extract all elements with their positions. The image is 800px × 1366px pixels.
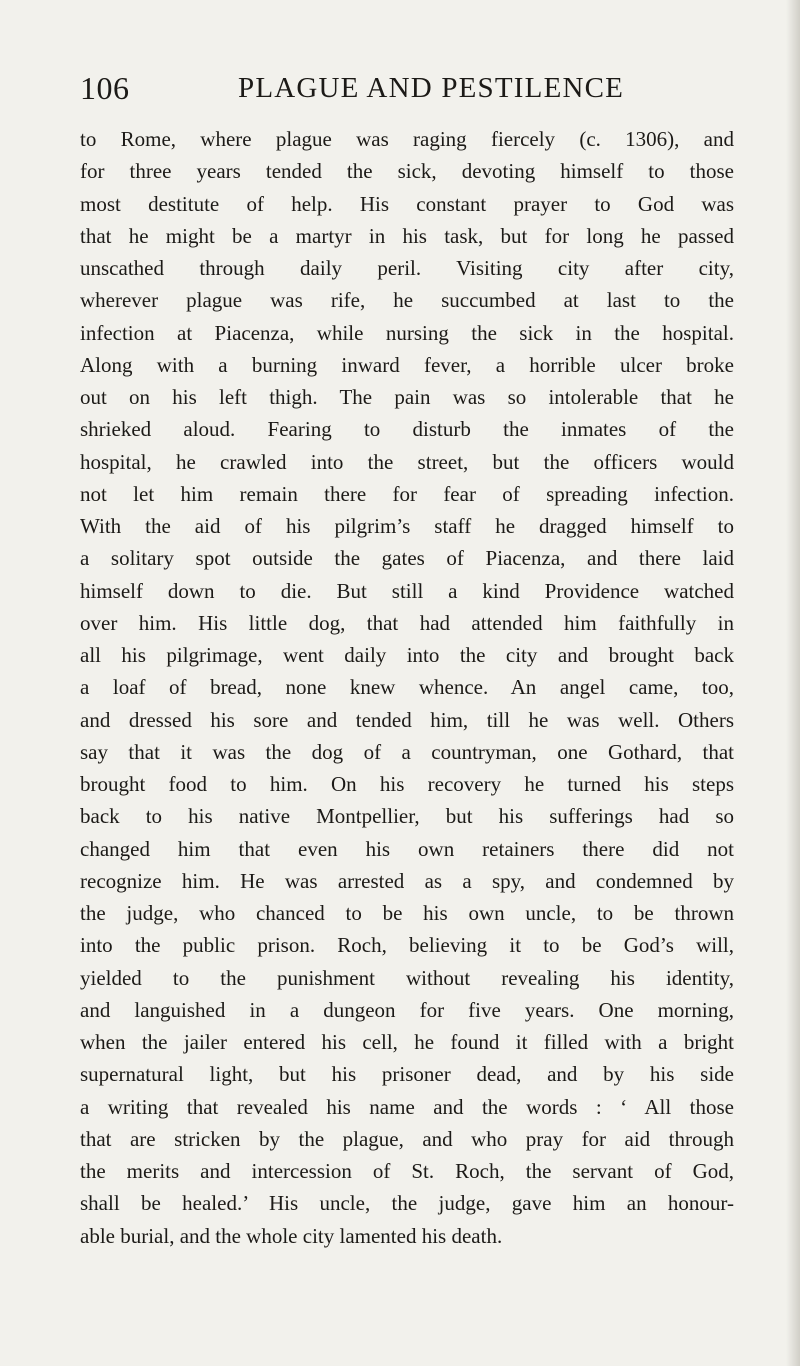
text-line: that are stricken by the plague, and who pray for aid through <box>80 1126 734 1151</box>
text-line: Along with a burning inward fever, a horrible ulcer broke <box>80 352 734 377</box>
text-line: recognize him. He was arrested as a spy, and condemned by <box>80 868 734 893</box>
text-line: most destitute of help. His constant prayer to God was <box>80 191 734 216</box>
text-line: hospital, he crawled into the street, but the officers would <box>80 449 734 474</box>
page-number: 106 <box>80 70 130 106</box>
running-title: PLAGUE AND PESTILENCE <box>238 72 625 104</box>
text-line: the merits and intercession of St. Roch, the servant of God, <box>80 1159 734 1183</box>
text-line: changed him that even his own retainers there did not <box>80 836 734 861</box>
text-line: say that it was the dog of a countryman, one Gothard, that <box>80 739 734 764</box>
text-line: himself down to die. But still a kind Providence watched <box>80 578 734 603</box>
body-text <box>80 123 734 1252</box>
page-edge-shadow <box>786 0 800 1366</box>
text-line: all his pilgrimage, went daily into the city and brought back <box>80 643 734 667</box>
text-line: into the public prison. Roch, believing it to be God’s will, <box>80 933 734 958</box>
text-line: a solitary spot outside the gates of Piacenza, and there laid <box>80 546 734 571</box>
text-line: a loaf of bread, none knew whence. An angel came, too, <box>80 675 734 700</box>
text-line: unscathed through daily peril. Visiting city after city, <box>80 256 734 280</box>
text-line: shrieked aloud. Fearing to disturb the inmates of the <box>80 417 734 442</box>
text-line: that he might be a martyr in his task, but for long he passed <box>80 223 734 248</box>
text-line: to Rome, where plague was raging fiercely (c. 1306), and <box>80 127 734 151</box>
text-line: wherever plague was rife, he succumbed at last to the <box>80 288 734 313</box>
text-line: infection at Piacenza, while nursing the sick in the hospital. <box>80 320 734 345</box>
text-line: the judge, who chanced to be his own uncle, to be thrown <box>80 901 734 925</box>
text-line: supernatural light, but his prisoner dead, and by his side <box>80 1062 734 1087</box>
text-line: a writing that revealed his name and the words : ‘ All those <box>80 1094 734 1119</box>
text-line: brought food to him. On his recovery he turned his steps <box>80 772 734 796</box>
text-line: back to his native Montpellier, but his sufferings had so <box>80 804 734 829</box>
text-line: over him. His little dog, that had attended him faithfully in <box>80 610 734 635</box>
text-line: With the aid of his pilgrim’s staff he dragged himself to <box>80 514 734 538</box>
text-line: out on his left thigh. The pain was so intolerable that he <box>80 385 734 409</box>
text-line: for three years tended the sick, devoting himself to those <box>80 159 734 184</box>
text-line: and dressed his sore and tended him, till he was well. Others <box>80 707 734 732</box>
text-line: yielded to the punishment without revealing his identity, <box>80 965 734 990</box>
text-line: and languished in a dungeon for five years. One morning, <box>80 997 734 1022</box>
text-line: shall be healed.’ His uncle, the judge, gave him an honour- <box>80 1191 734 1216</box>
text-line: when the jailer entered his cell, he found it filled with a bright <box>80 1030 734 1054</box>
page-header <box>80 70 720 110</box>
text-line-last: able burial, and the whole city lamented his death. <box>80 1223 503 1248</box>
text-line: not let him remain there for fear of spreading infection. <box>80 481 734 506</box>
